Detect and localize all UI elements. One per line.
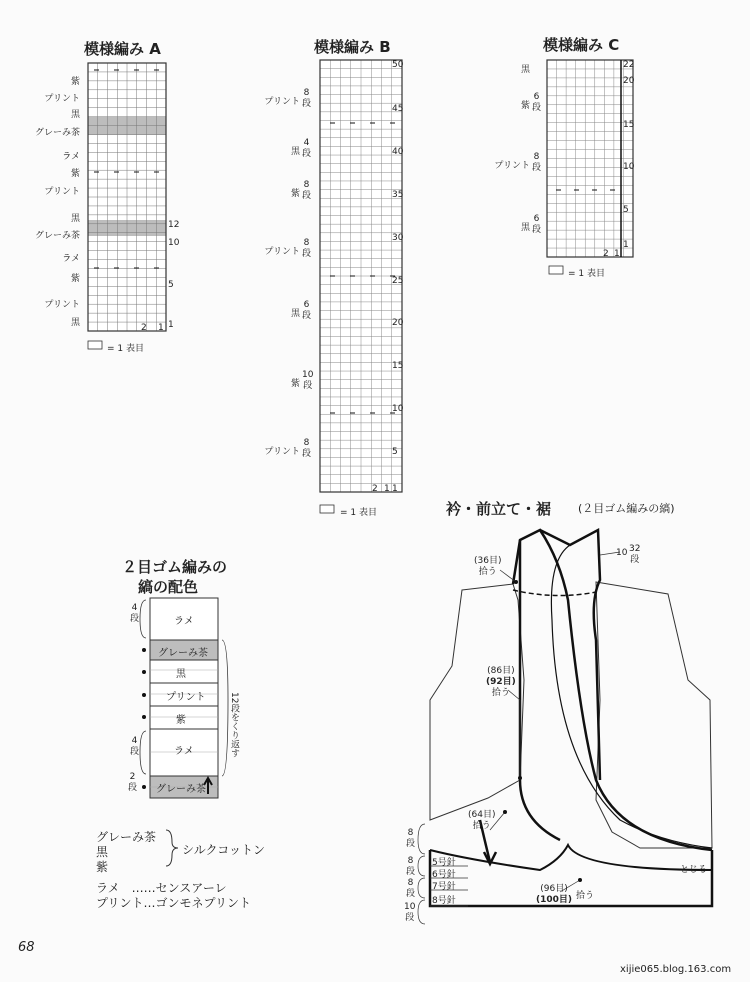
chart-b-row-number: 50: [392, 60, 404, 70]
chart-c-segment-count: 6 段: [532, 214, 542, 235]
chart-b-row-number: 10: [392, 404, 404, 414]
chart-a-row-label: グレーみ茶: [34, 128, 80, 138]
chart-c-title: 模様編み C: [543, 36, 620, 54]
chart-b-segment-color: 黒: [290, 309, 300, 319]
chart-c-segment-count: 8 段: [532, 152, 542, 173]
chart-a-row-number: 12: [168, 220, 180, 230]
chart-c-segment-color: 紫: [520, 101, 530, 111]
needle-8: 8号針: [432, 896, 456, 906]
yarn-color-3: 紫: [96, 860, 109, 874]
chart-c-legend: = 1 表目: [568, 269, 605, 279]
needle-7: 7号針: [432, 882, 456, 892]
chart-c-segment-count: 6 段: [532, 92, 542, 113]
hem-pickup: (96目) (100目): [536, 884, 573, 905]
legend-b-swatch: [320, 505, 334, 513]
hem-rows-4: 10 段: [404, 902, 416, 923]
chart-a-row-number: 5: [168, 280, 174, 290]
stripe-band: ラメ: [174, 616, 194, 627]
collar-rows-b: 32 段: [629, 544, 641, 565]
chart-a-col-number: 2: [141, 323, 147, 333]
stripe-band: ラメ: [174, 746, 194, 757]
chart-b-segment-count: 6 段: [302, 300, 312, 321]
chart-a-row-label: プリント: [44, 94, 80, 104]
chart-b-segment-color: 紫: [290, 189, 300, 199]
chart-b-row-number: 40: [392, 147, 404, 157]
bind-off-label: とじる: [680, 865, 708, 875]
chart-b-row-number: 20: [392, 318, 404, 328]
schematic-title: 衿・前立て・裾: [446, 500, 552, 518]
chart-b-segment-color: プリント: [264, 247, 300, 257]
hem-rows-2: 8 段: [406, 856, 416, 877]
chart-c-row-number: 5: [623, 205, 629, 215]
chart-c-row-number: 15: [623, 120, 635, 130]
stripe-repeat-note: 12段をくり返す: [229, 692, 239, 758]
needle-5: 5号針: [432, 858, 456, 868]
chart-c-col-number: 1: [614, 249, 620, 259]
chart-b-segment-count: 8 段: [302, 438, 312, 459]
chart-a-row-label: 黒: [70, 214, 80, 224]
stripe-bullets: [142, 648, 146, 789]
chart-b-row-number: 35: [392, 190, 404, 200]
chart-c-row-number: 22: [623, 60, 635, 70]
chart-a-row-label: ラメ: [62, 254, 80, 264]
page-number: 68: [18, 940, 35, 955]
chart-c-row-number: 1: [623, 240, 629, 250]
chart-a-row-label: グレーみ茶: [34, 231, 80, 241]
chart-b-row-number: 45: [392, 104, 404, 114]
chart-c-segment-color: 黒: [520, 65, 530, 75]
stripe-top-count: 4 段: [130, 603, 140, 624]
front-pickup: (86目) (92目) 拾う: [486, 666, 516, 698]
stripe-band: 黒: [176, 669, 186, 680]
chart-b-segment-color: 紫: [290, 379, 300, 389]
chart-b-col-number: 2: [372, 484, 378, 494]
chart-b-segment-color: プリント: [264, 447, 300, 457]
stripe-band: グレーみ茶: [158, 648, 208, 659]
chart-a-grid: [88, 63, 166, 331]
hem-rows-3: 8 段: [406, 878, 416, 899]
stripe-band: プリント: [166, 692, 206, 703]
chart-c-grid: [547, 60, 633, 257]
needle-6: 6号針: [432, 870, 456, 880]
chart-c-row-number: 10: [623, 162, 635, 172]
chart-b-row-number: 25: [392, 276, 404, 286]
chart-a-col-number: 1: [158, 323, 164, 333]
chart-a-row-number: 10: [168, 238, 180, 248]
schematic-subtitle: (２目ゴム編みの縞): [578, 502, 675, 515]
chart-c-row-number: 20: [623, 76, 635, 86]
collar-rows-a: 10: [616, 548, 628, 558]
collar-pickup: (36目) 拾う: [474, 556, 502, 577]
chart-a-row-label: 黒: [70, 318, 80, 328]
chart-c-segment-color: 黒: [520, 223, 530, 233]
chart-b-segment-count: 10 段: [302, 370, 314, 391]
vest-schematic: [430, 530, 712, 906]
watermark: xijie065.blog.163.com: [620, 964, 732, 975]
chart-b-row-number: 1: [392, 484, 398, 494]
chart-b-segment-color: 黒: [290, 147, 300, 157]
yarn-color-2: 黒: [96, 845, 109, 859]
chart-b-segment-count: 4 段: [302, 138, 312, 159]
chart-a-legend: = 1 表目: [107, 344, 144, 354]
stripe-band: グレーみ茶: [156, 784, 206, 795]
yarn-lame-line: ラメ ……センスアーレ: [96, 881, 227, 895]
chart-b-legend: = 1 表目: [340, 508, 377, 518]
chart-c-col-number: 2: [603, 249, 609, 259]
front-pickup-2: (64目) 拾う: [468, 810, 496, 831]
stripe-band: 紫: [176, 715, 186, 726]
chart-a-row-number: 1: [168, 320, 174, 330]
legend-c-swatch: [549, 266, 563, 274]
yarn-color-1: グレーみ茶: [96, 830, 157, 844]
chart-a-row-label: ラメ: [62, 152, 80, 162]
chart-c-segment-color: プリント: [494, 161, 530, 171]
stripe-title-1: ２目ゴム編みの: [122, 558, 228, 576]
stripe-bottom-count: 2 段: [128, 772, 138, 793]
chart-b-segment-color: プリント: [264, 97, 300, 107]
chart-b-row-number: 5: [392, 447, 398, 457]
chart-a-row-label: 紫: [70, 274, 80, 284]
legend-a-swatch: [88, 341, 102, 349]
yarn-print-line: プリント…ゴンモネプリント: [96, 896, 252, 910]
hem-pickup-word: 拾う: [576, 891, 595, 901]
chart-a-title: 模様編み A: [84, 40, 161, 58]
chart-b-row-number: 15: [392, 361, 404, 371]
chart-b-segment-count: 8 段: [302, 180, 312, 201]
chart-b-segment-count: 8 段: [302, 238, 312, 259]
chart-b-col-number: 1: [384, 484, 390, 494]
hem-rows-1: 8 段: [406, 828, 416, 849]
stripe-title-2: 縞の配色: [138, 578, 199, 596]
chart-a-row-label: プリント: [44, 300, 80, 310]
chart-a-row-label: 黒: [70, 110, 80, 120]
chart-a-row-label: 紫: [70, 77, 80, 87]
stripe-mid-count: 4 段: [130, 736, 140, 757]
chart-b-row-number: 30: [392, 233, 404, 243]
chart-a-row-label: 紫: [70, 169, 80, 179]
chart-a-row-label: プリント: [44, 187, 80, 197]
chart-b-segment-count: 8 段: [302, 88, 312, 109]
yarn-silk-cotton: シルクコットン: [182, 843, 265, 857]
chart-b-title: 模様編み B: [314, 38, 391, 56]
